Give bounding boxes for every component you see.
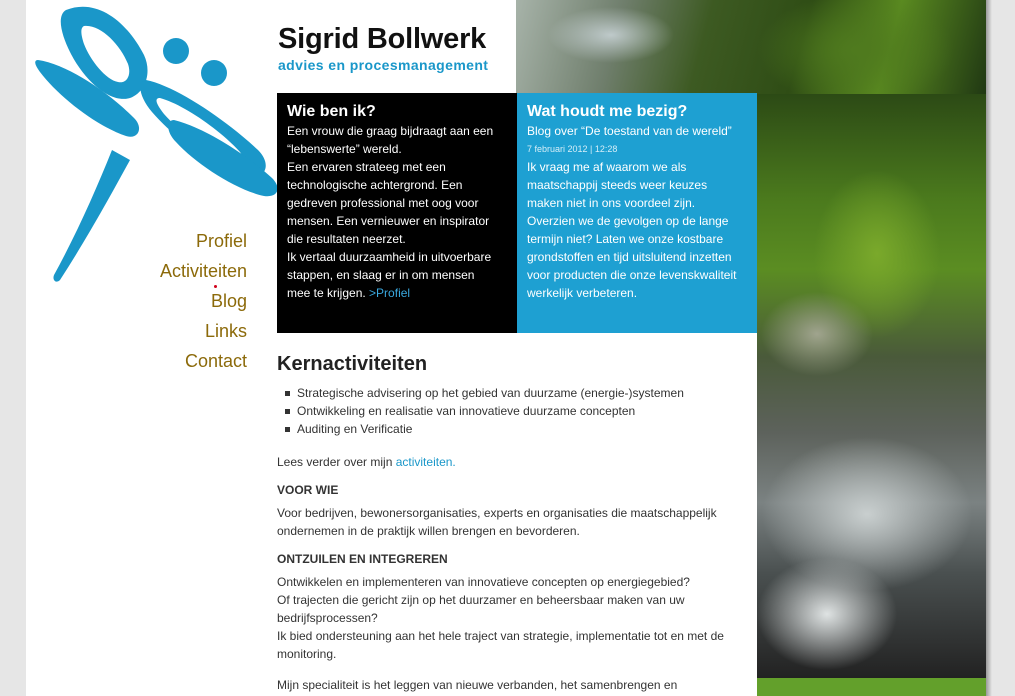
ontzuilen-heading: ONTZUILEN EN INTEGREREN	[277, 552, 448, 566]
ontzuilen-text: Ontwikkelen en implementeren van innovatieve concepten op energiegebied? Of trajecten die gericht zijn op het duurzamer en beheersbaar maken van uw bedrijfsprocessen? Ik bied ondersteuning aan het hele traject van strategie, implementatie tot en met de monitoring.	[277, 575, 724, 661]
page	[26, 0, 986, 696]
voor-wie-heading: VOOR WIE	[277, 483, 339, 497]
square-bullet-icon	[285, 409, 290, 414]
read-more-text: Lees verder over mijn activiteiten.	[277, 455, 456, 469]
square-bullet-icon	[285, 391, 290, 396]
activiteiten-link[interactable]: activiteiten.	[395, 455, 456, 469]
brand-name[interactable]: Sigrid Bollwerk	[278, 23, 487, 55]
nav-item-blog[interactable]	[156, 286, 247, 316]
specialiteit-text: Mijn specialiteit is het leggen van nieuwe verbanden, het samenbrengen en	[277, 678, 678, 692]
page-shadow	[986, 0, 992, 696]
about-box	[277, 93, 517, 333]
brand-tagline: advies en procesmanagement	[278, 57, 489, 73]
nav-item-blog-label: Blog	[210, 291, 247, 311]
about-text: Een vrouw die graag bijdraagt aan een “lebenswerte” wereld. Een ervaren strateeg met een technologische achtergrond. Een gedreven professional met oog voor mensen. Een vernieuwer en inspirator die resultaten neerzet. Ik vertaal duurzaamheid in uitvoerbare stappen, en slaag er in om mensen mee te krijgen. >Profiel	[287, 124, 494, 300]
profiel-link[interactable]: >Profiel	[369, 286, 411, 300]
nav-item-contact[interactable]: Contact	[184, 351, 247, 371]
blog-post-excerpt: Ik vraag me af waarom we als maatschappij steeds weer keuzes maken niet in ons voordeel zijn. Overzien we de gevolgen op de lange termijn niet? Laten we onze kostbare grondstoffen en tijd uitsluitend inzetten voor producten die onze levenskwaliteit werkelijk verbeteren.	[527, 160, 737, 300]
red-dot-icon	[214, 285, 217, 288]
main-content	[277, 350, 747, 694]
list-item: Strategische advisering op het gebied van duurzame (energie-)systemen	[285, 384, 747, 402]
blog-post-title[interactable]: Blog over “De toestand van de wereld”	[527, 124, 732, 138]
list-item: Auditing en Verificatie	[285, 420, 747, 438]
header-photo	[516, 0, 986, 94]
site-header	[278, 22, 488, 73]
nav-item-links[interactable]: Links	[204, 321, 247, 341]
green-strip	[757, 678, 986, 696]
list-item: Ontwikkeling en realisatie van innovatieve duurzame concepten	[285, 402, 747, 420]
voor-wie-text: Voor bedrijven, bewonersorganisaties, experts en organisaties die maatschappelijk ondernemen in de praktijk willen brengen en bevorderen.	[277, 506, 717, 538]
activities-list	[277, 384, 747, 438]
blog-post-meta: 7 februari 2012 | 12:28	[527, 144, 618, 154]
section-heading: Kernactiviteiten	[277, 353, 428, 375]
nav-item-profiel[interactable]: Profiel	[195, 231, 247, 251]
blog-box	[517, 93, 757, 333]
blog-title: Wat houdt me bezig?	[527, 103, 688, 120]
nav-item-activiteiten[interactable]: Activiteiten	[159, 261, 247, 281]
about-title: Wie ben ik?	[287, 103, 376, 120]
stream-photo	[757, 94, 986, 678]
square-bullet-icon	[285, 427, 290, 432]
main-nav	[156, 226, 247, 376]
